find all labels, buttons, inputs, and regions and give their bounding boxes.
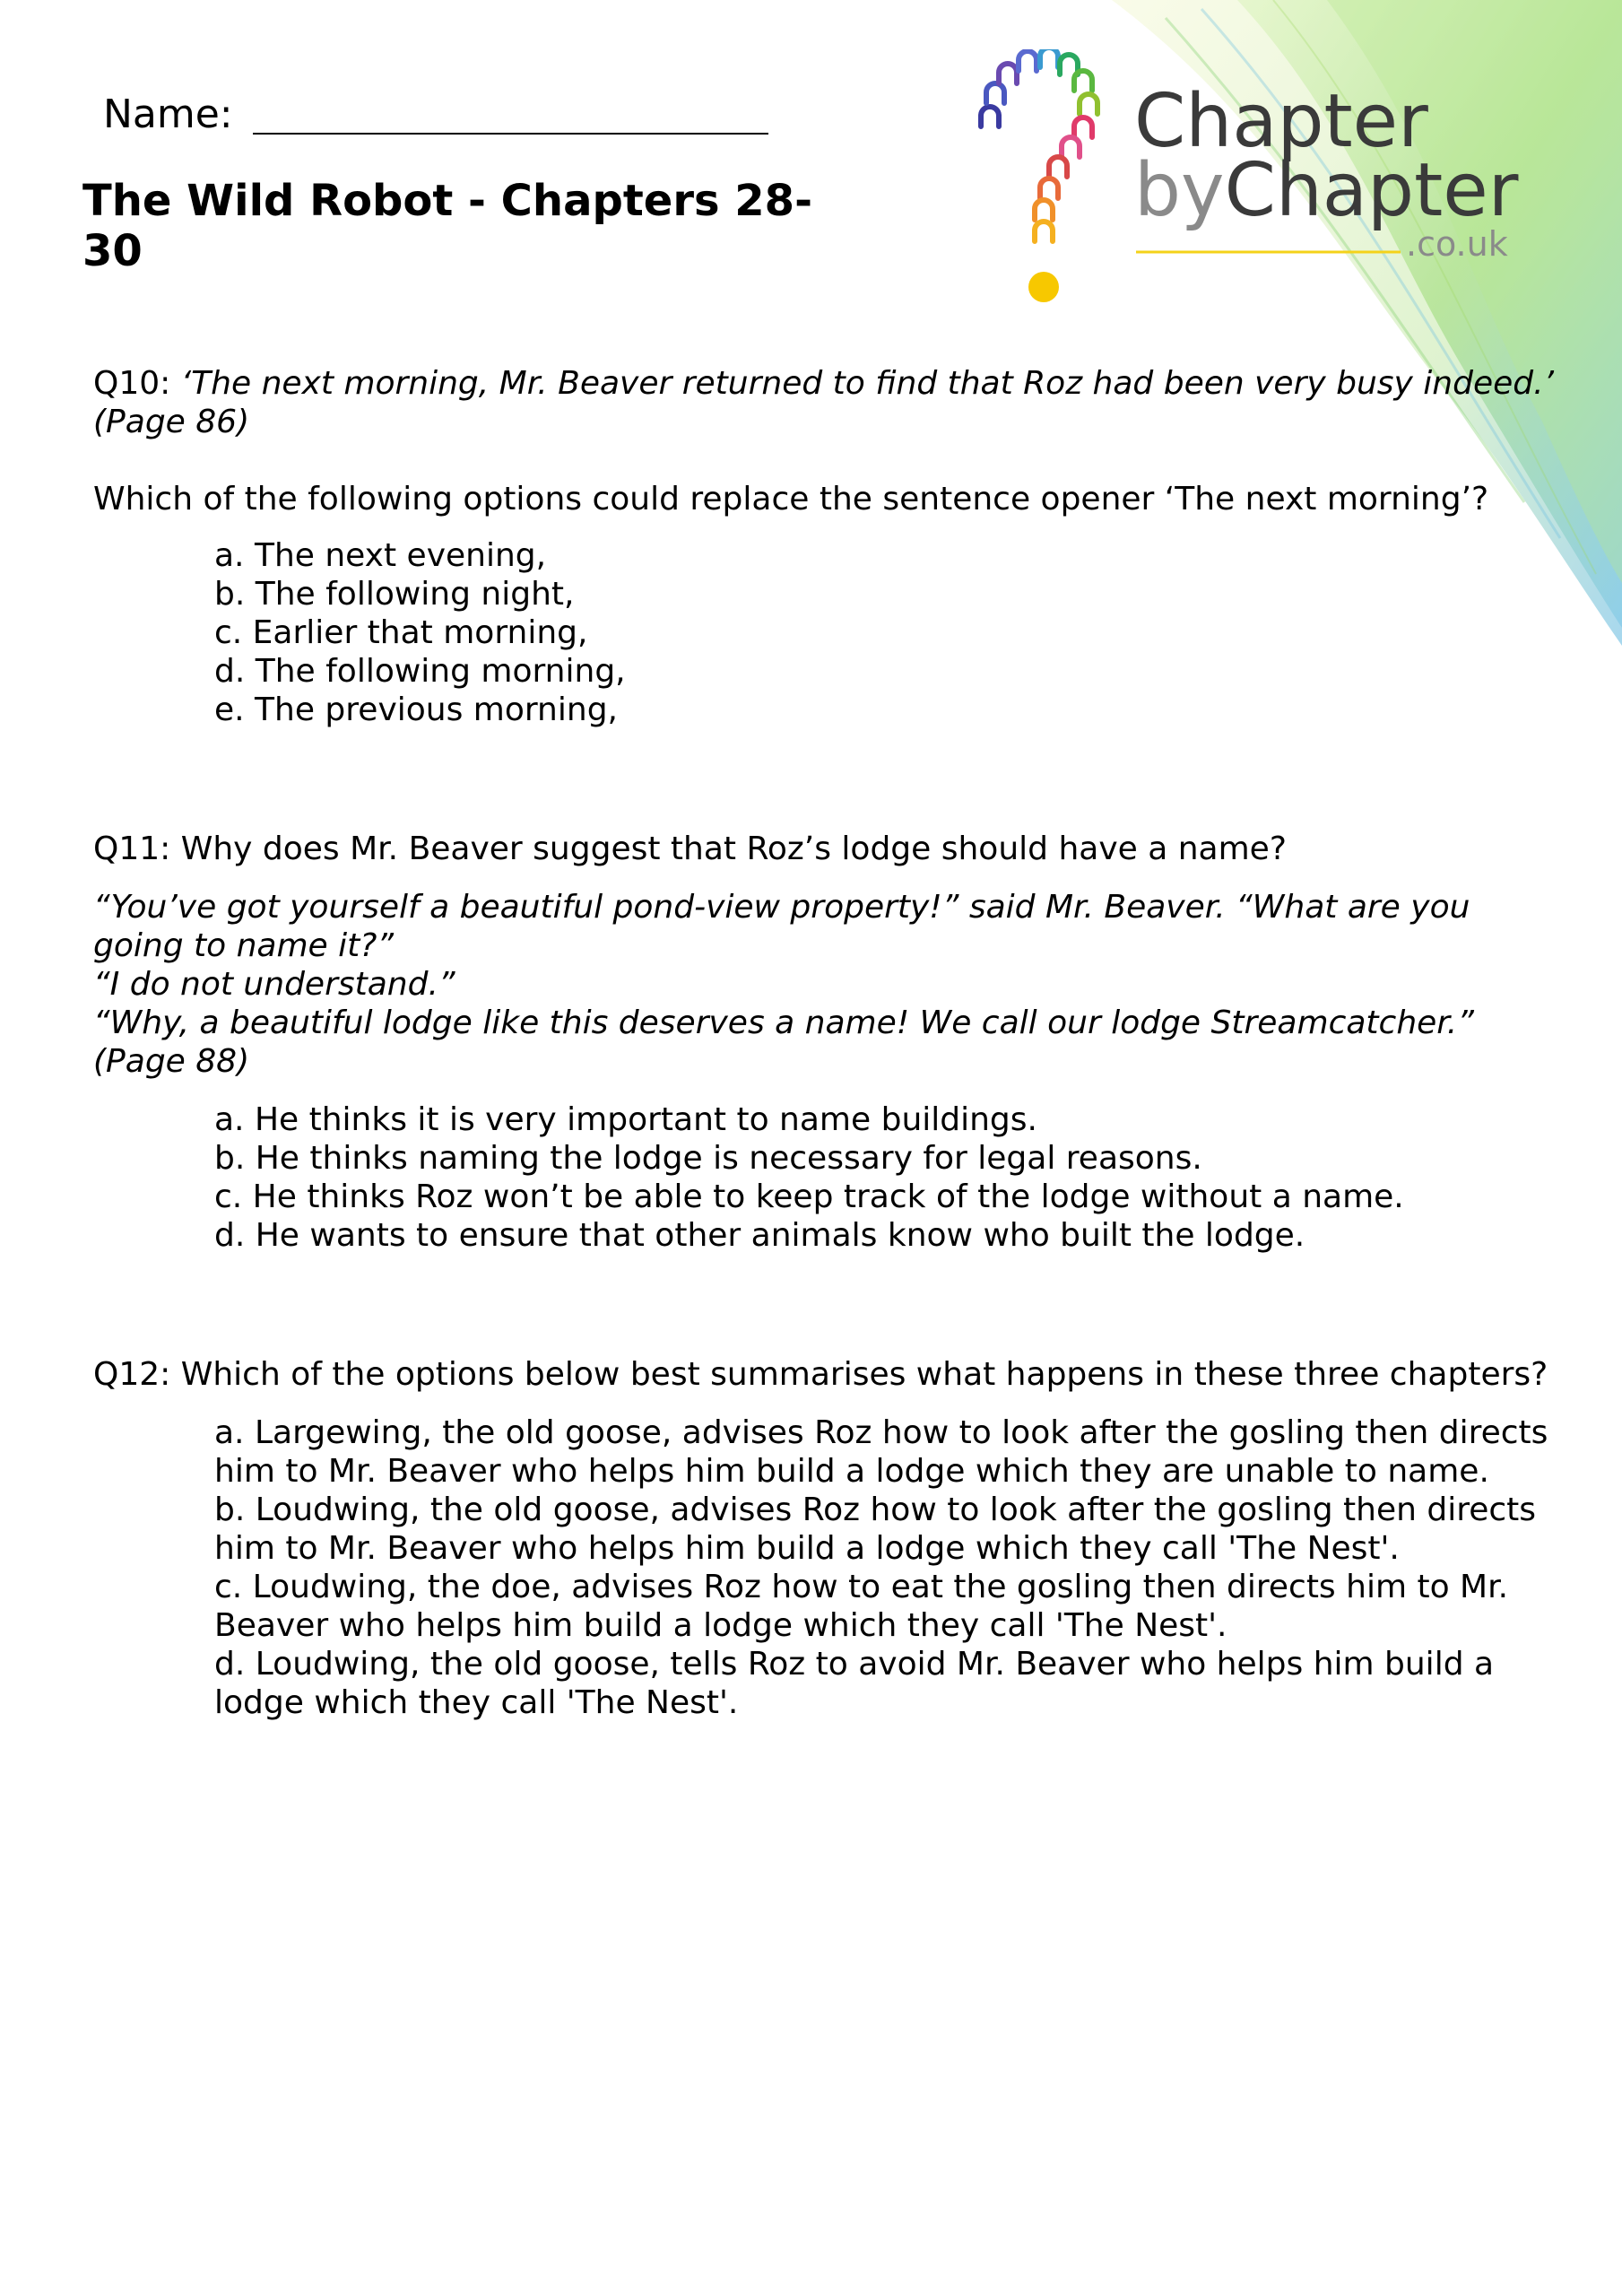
q11-question-line <box>93 830 1564 868</box>
name-field-line <box>103 90 768 135</box>
q11-label: Q11: <box>93 831 171 867</box>
q11-quote-line-1: “You’ve got yourself a beautiful pond-view property!” said Mr. Beaver. “What are you going to name it?” <box>93 889 1470 964</box>
q11-option-a: a. He thinks it is very important to name buildings. <box>214 1101 1037 1138</box>
questions-section <box>93 364 1564 1722</box>
q11-options <box>93 1100 1564 1255</box>
name-label: Name: <box>103 91 233 137</box>
q10-label: Q10: <box>93 365 171 402</box>
q12-option-d: d. Loudwing, the old goose, tells Roz to avoid Mr. Beaver who helps him build a lodge which they call 'The Nest'. <box>214 1646 1495 1721</box>
q11-quote-line-3: “Why, a beautiful lodge like this deserves a name! We call our lodge Streamcatcher.” (Page 88) <box>93 1004 1474 1080</box>
q12-label: Q12: <box>93 1356 171 1393</box>
q11-quote-line-2: “I do not understand.” <box>93 966 455 1003</box>
q10-options <box>93 536 1564 729</box>
chapter-by-chapter-logo <box>959 49 1533 318</box>
question-mark-arches-icon <box>981 49 1097 241</box>
q10-prompt: Which of the following options could replace the sentence opener ‘The next morning’? <box>93 481 1489 517</box>
q12-option-c: c. Loudwing, the doe, advises Roz how to eat the gosling then directs him to Mr. Beaver who helps him build a lodge which they call 'The Nest'. <box>214 1569 1509 1644</box>
worksheet-title: The Wild Robot - Chapters 28-30 <box>82 176 812 276</box>
q11-option-c: c. He thinks Roz won’t be able to keep track of the lodge without a name. <box>214 1178 1404 1215</box>
logo-line1: Chapter <box>1134 79 1428 164</box>
q12-option-b: b. Loudwing, the old goose, advises Roz how to look after the gosling then directs him to Mr. Beaver who helps him build a lodge which they call 'The Nest'. <box>214 1492 1537 1567</box>
q10-quote-line <box>93 364 1564 441</box>
q10-quote: ‘The next morning, Mr. Beaver returned to find that Roz had been very busy indeed.’ (Page 86) <box>93 365 1554 440</box>
logo-domain: .co.uk <box>1406 224 1508 264</box>
q12-options <box>93 1413 1564 1722</box>
name-blank[interactable] <box>253 90 768 135</box>
q10-option-c: c. Earlier that morning, <box>214 614 588 651</box>
q11-question: Why does Mr. Beaver suggest that Roz’s lodge should have a name? <box>180 831 1287 867</box>
q10-option-b: b. The following night, <box>214 576 575 613</box>
logo-line2 <box>1134 148 1519 233</box>
q12-question: Which of the options below best summarises what happens in these three chapters? <box>180 1356 1548 1393</box>
q11-option-d: d. He wants to ensure that other animals know who built the lodge. <box>214 1217 1305 1254</box>
q11-quote-block <box>93 888 1564 1081</box>
q10-option-e: e. The previous morning, <box>214 691 618 728</box>
q11-option-b: b. He thinks naming the lodge is necessary for legal reasons. <box>214 1140 1202 1177</box>
q12-question-line <box>93 1355 1564 1394</box>
question-mark-dot-icon <box>1028 272 1059 302</box>
q12-option-a: a. Largewing, the old goose, advises Roz how to look after the gosling then directs him to Mr. Beaver who helps him build a lodge which they are unable to name. <box>214 1414 1548 1490</box>
logo-by: by <box>1134 148 1225 233</box>
logo-chapter: Chapter <box>1224 148 1519 233</box>
q10-option-a: a. The next evening, <box>214 537 547 574</box>
q10-option-d: d. The following morning, <box>214 653 626 690</box>
